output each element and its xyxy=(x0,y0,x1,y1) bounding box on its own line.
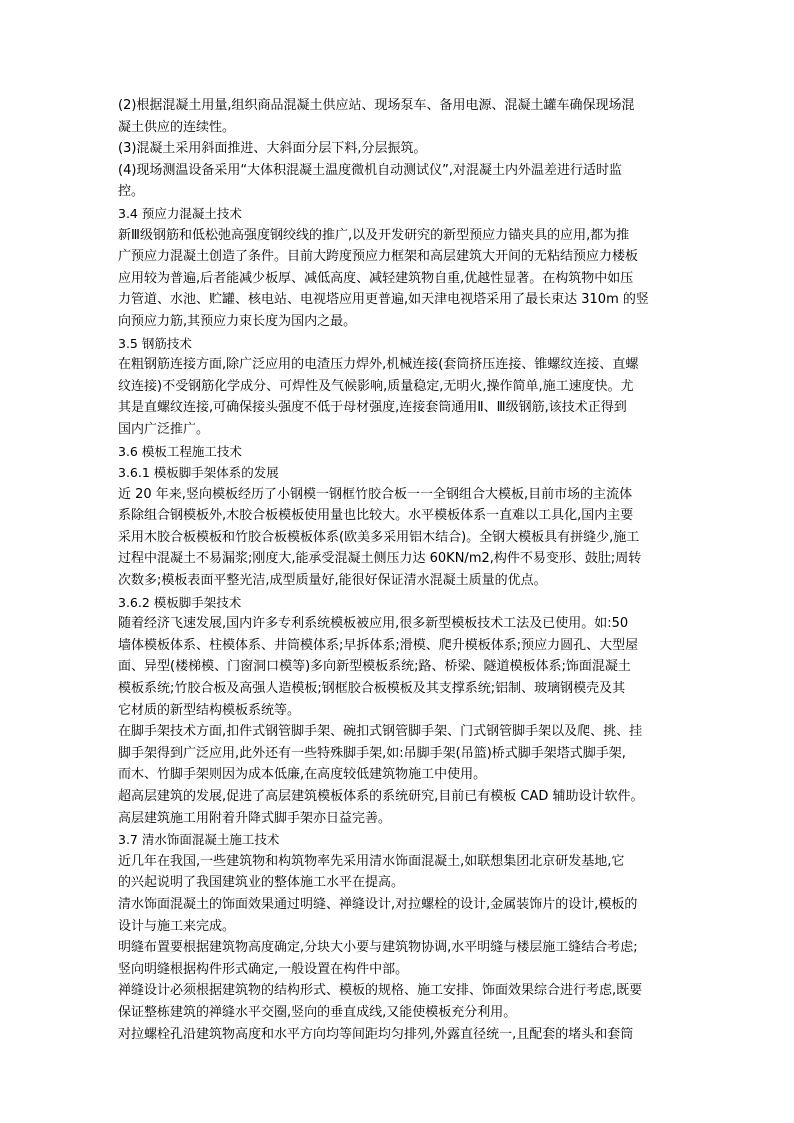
body-text-line: 凝土供应的连续性。 xyxy=(118,119,236,135)
body-text-line: 系除组合钢模板外,木胶合板模板使用量也比较大。水平模板体系一直难以工具化,国内主要 xyxy=(118,508,634,524)
body-text-line: (4)现场测温设备采用“大体积混凝土温度微机自动测试仪”,对混凝土内外温差进行适时监 xyxy=(118,162,623,178)
body-text-line: 新Ⅲ级钢筋和低松弛高强度钢绞线的推广,以及开发研究的新型预应力锚夹具的应用,都为推 xyxy=(118,227,630,243)
body-text-line: 纹连接)不受钢筋化学成分、可焊性及气候影响,质量稳定,无明火,操作简单,施工速度快。尤 xyxy=(118,378,634,394)
section-heading: 3.6.2 模板脚手架技术 xyxy=(118,594,242,610)
body-text-line: 脚手架得到广泛应用,此外还有一些特殊脚手架,如:吊脚手架(吊篮)桥式脚手架塔式脚手架, xyxy=(118,745,626,761)
body-text-line: 过程中混凝土不易漏浆;刚度大,能承受混凝土侧压力达 60KN/m2,构件不易变形、鼓肚;周转 xyxy=(118,551,642,567)
body-text-line: 广预应力混凝土创造了条件。目前大跨度预应力框架和高层建筑大开间的无粘结预应力楼板 xyxy=(118,249,639,265)
body-text-line: 清水饰面混凝土的饰面效果通过明缝、禅缝设计,对拉螺栓的设计,金属装饰片的设计,模板的 xyxy=(118,896,638,912)
body-text-line: 其是直螺纹连接,可确保接头强度不低于母材强度,连接套筒通用Ⅱ、Ⅲ级钢筋,该技术正得到 xyxy=(118,400,627,416)
body-text-line: 采用木胶合板模板和竹胶合板模板体系(欧美多采用铝木结合)。全钢大模板具有拼缝少,施工 xyxy=(118,529,640,545)
body-text-line: 向预应力筋,其预应力束长度为国内之最。 xyxy=(118,313,357,329)
section-heading: 3.6 模板工程施工技术 xyxy=(118,443,242,459)
body-text-line: (2)根据混凝土用量,组织商品混凝土供应站、现场泵车、备用电源、混凝土罐车确保现场混 xyxy=(118,98,635,113)
body-text-line: (3)混凝土采用斜面推进、大斜面分层下料,分层振筑。 xyxy=(118,141,427,157)
body-text-line: 近几年在我国,一些建筑物和构筑物率先采用清水饰面混凝土,如联想集团北京研发基地,它 xyxy=(118,853,625,869)
body-text-line: 墙体模板体系、柱模体系、井筒模体系;早拆体系;滑模、爬升模板体系;预应力圆孔、大型屋 xyxy=(118,637,639,653)
body-text-line: 在脚手架技术方面,扣件式钢管脚手架、碗扣式钢管脚手架、门式钢管脚手架以及爬、挑、挂 xyxy=(118,724,643,740)
body-text-line: 对拉螺栓孔沿建筑物高度和水平方向均等间距均匀排列,外露直径统一,且配套的堵头和套筒 xyxy=(118,1026,634,1042)
body-text-line: 面、异型(楼梯模、门窗洞口模等)多向新型模板系统;路、桥梁、隧道模板体系;饰面混凝土 xyxy=(118,659,631,675)
body-text-line: 禅缝设计必须根据建筑物的结构形式、模板的规格、施工安排、饰面效果综合进行考虑,既要 xyxy=(118,983,643,999)
section-heading: 3.6.1 模板脚手架体系的发展 xyxy=(118,465,279,481)
section-heading: 3.5 钢筋技术 xyxy=(118,335,192,351)
body-text-line: 竖向明缝根据构件形式确定,一般设置在构件中部。 xyxy=(118,961,409,977)
body-text-line: 明缝布置要根据建筑物高度确定,分块大小要与建筑物协调,水平明缝与楼层施工缝结合考虑; xyxy=(118,940,638,956)
body-text-line: 随着经济飞速发展,国内许多专利系统模板被应用,很多新型模板技术工法及已使用。如:50 xyxy=(118,616,629,632)
body-text-line: 超高层建筑的发展,促进了高层建筑模板体系的系统研究,目前已有模板 CAD 辅助设计软件。 xyxy=(118,789,644,804)
body-text-line: 力管道、水池、贮罐、核电站、电视塔应用更普遍,如天津电视塔采用了最长束达 310m 的竖 xyxy=(118,292,649,308)
section-heading: 3.7 清水饰面混凝土施工技术 xyxy=(118,832,280,848)
body-text-line: 在粗钢筋连接方面,除广泛应用的电渣压力焊外,机械连接(套筒挤压连接、锥螺纹连接、直螺 xyxy=(118,357,639,373)
body-text-line: 国内广泛推广。 xyxy=(118,421,210,437)
body-text-line: 设计与施工来完成。 xyxy=(118,918,236,934)
body-text-line: 模板系统;竹胶合板及高强人造模板;钢框胶合板模板及其支撑系统;铝制、玻璃钢模壳及其 xyxy=(118,681,626,697)
section-heading: 3.4 预应力混凝土技术 xyxy=(118,205,242,221)
body-text-line: 高层建筑施工用附着升降式脚手架亦日益完善。 xyxy=(118,810,392,826)
document-page xyxy=(118,95,684,1045)
body-text-line: 而木、竹脚手架则因为成本低廉,在高度较低建筑物施工中使用。 xyxy=(118,767,487,783)
body-text-line: 保证整栋建筑的禅缝水平交圈,竖向的垂直成线,又能使模板充分利用。 xyxy=(118,1004,517,1020)
body-text-line: 次数多;模板表面平整光洁,成型质量好,能很好保证清水混凝土质量的优点。 xyxy=(118,573,547,589)
body-text-line: 应用较为普遍,后者能减少板厚、减低高度、减轻建筑物自重,优越性显著。在构筑物中如压 xyxy=(118,270,634,286)
body-text-line: 的兴起说明了我国建筑业的整体施工水平在提高。 xyxy=(118,875,405,891)
body-text-line: 控。 xyxy=(118,184,145,200)
body-text-line: 它材质的新型结构模板系统等。 xyxy=(118,702,301,718)
body-text-line: 近 20 年来,竖向模板经历了小钢模一钢框竹胶合板一一全钢组合大模板,目前市场的主流体 xyxy=(118,486,633,502)
